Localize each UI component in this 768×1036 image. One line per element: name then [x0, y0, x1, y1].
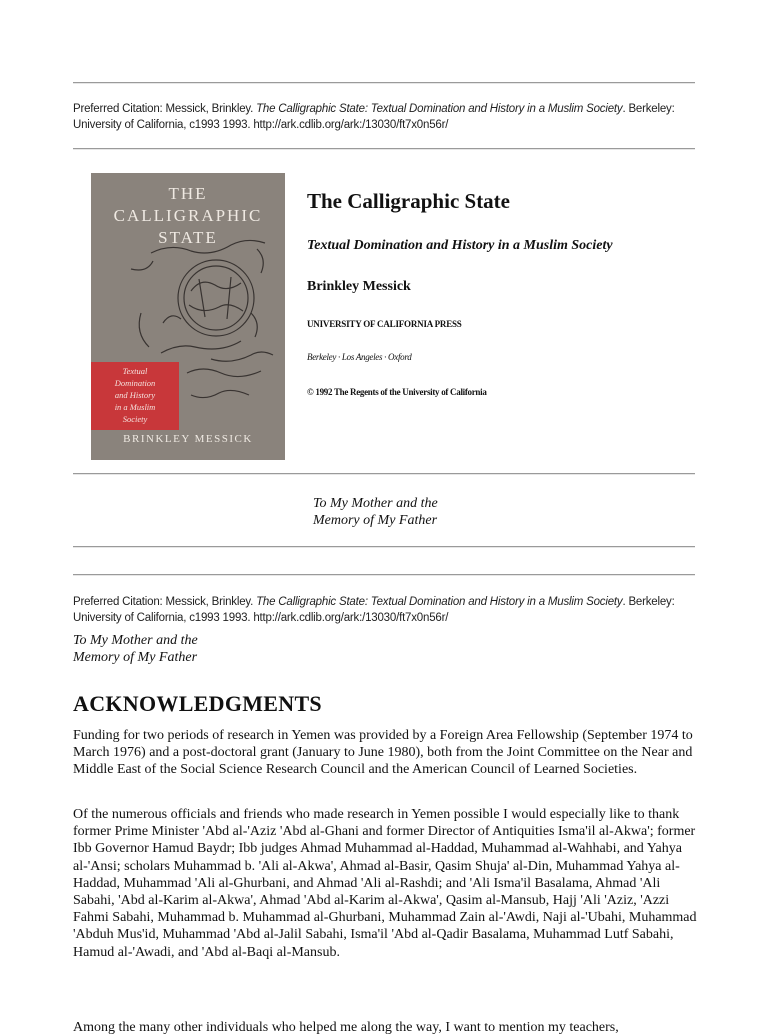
- dedication-line: Memory of My Father: [313, 513, 438, 528]
- cover-title: [91, 183, 285, 249]
- cover-subtitle-line: Domination: [114, 378, 156, 388]
- top-divider: [73, 82, 695, 84]
- dedication-line: To My Mother and the: [73, 633, 198, 648]
- cover-subtitle-line: Society: [122, 414, 148, 424]
- dedication-line: To My Mother and the: [313, 496, 438, 511]
- section-divider: [73, 574, 695, 576]
- citation-suffix: . Berkeley: University of California, c1993 1993. http://ark.cdlib.org/ark:/13030/ft7x0n56r/: [73, 103, 675, 131]
- book-author: Brinkley Messick: [307, 279, 411, 294]
- dedication-left: [73, 632, 198, 666]
- cover-divider: [73, 473, 695, 475]
- dedication-centered: [313, 495, 438, 529]
- cover-subtitle: [95, 365, 175, 425]
- cover-title-line: STATE: [158, 228, 218, 247]
- dedication-line: Memory of My Father: [73, 650, 198, 665]
- acknowledgments-heading: ACKNOWLEDGMENTS: [73, 691, 322, 716]
- dedication-divider: [73, 546, 695, 548]
- book-copyright: © 1992 The Regents of the University of California: [307, 387, 487, 397]
- acknowledgments-paragraph: Among the many other individuals who helped me along the way, I want to mention my teachers,: [73, 1020, 619, 1035]
- book-title: The Calligraphic State: [307, 189, 510, 213]
- citation-title: The Calligraphic State: Textual Domination and History in a Muslim Society: [256, 103, 623, 115]
- book-cover-image: [91, 173, 285, 460]
- acknowledgments-paragraph: Of the numerous officials and friends who made research in Yemen possible I would especially like to thank former Prime Minister 'Abd al-'Aziz 'Abd al-Ghani and former Director of Antiquities Isma'il al-Akwa'; former Ibb Governor Hamud Baydr; Ibb judges Ahmad Muhammad al-Haddad, Muhammad al-Wahhabi, and Yahya al-'Ansi; scholars Muhammad b. 'Ali al-Akwa', Ahmad al-Basir, Qasim Shuja' al-Din, Muhammad Yahya al-Haddad, Muhammad 'Ali al-Ghurbani, and Ahmad 'Ali al-Rashdi; and 'Ali Isma'il Basalama, Ahmad 'Ali Sabahi, 'Abd al-Karim al-Akwa', Ahmad 'Abd al-Karim al-Akwa', Qasim al-Mansub, Hajj 'Ali 'Aziz, 'Azzi Fahmi Sabahi, Muhammad b. Muhammad al-Ghurbani, Muhammad Zain al-'Awdi, Naji al-'Ubahi, Muhammad 'Abduh Mus'id, Muhammad 'Abd al-Jalil Sabahi, Isma'il 'Abd al-Qadir Basalama, Muhammad Lutf Sabahi, Hamud al-'Awadi, and 'Abd al-Baqi al-Mansub.: [73, 807, 697, 960]
- citation-prefix: Preferred Citation: Messick, Brinkley.: [73, 103, 257, 115]
- acknowledgments-paragraph: Funding for two periods of research in Yemen was provided by a Foreign Area Fellowship (September 1974 to March 1976) and a post-doctoral grant (January to June 1980), both from the Joint Committee on the Near and Middle East of the Social Science Research Council and the American Council of Learned Societies.: [73, 728, 693, 778]
- citation-divider: [73, 148, 695, 150]
- cover-subtitle-line: and History: [114, 390, 156, 400]
- citation-prefix: Preferred Citation: Messick, Brinkley.: [73, 596, 257, 608]
- preferred-citation-repeat: [73, 594, 713, 626]
- book-subtitle: Textual Domination and History in a Muslim Society: [307, 238, 613, 253]
- citation-title: The Calligraphic State: Textual Domination and History in a Muslim Society: [256, 596, 623, 608]
- book-publisher: UNIVERSITY OF CALIFORNIA PRESS: [307, 319, 462, 329]
- cover-subtitle-line: Textual: [122, 366, 148, 376]
- citation-suffix: . Berkeley: University of California, c1993 1993. http://ark.cdlib.org/ark:/13030/ft7x0n56r/: [73, 596, 675, 624]
- preferred-citation: [73, 101, 713, 133]
- cover-title-line: THE: [168, 184, 208, 203]
- cover-subtitle-line: in a Muslim: [114, 402, 156, 412]
- book-places: Berkeley · Los Angeles · Oxford: [307, 352, 412, 362]
- cover-title-line: CALLIGRAPHIC: [113, 206, 263, 225]
- cover-author: BRINKLEY MESSICK: [123, 433, 253, 445]
